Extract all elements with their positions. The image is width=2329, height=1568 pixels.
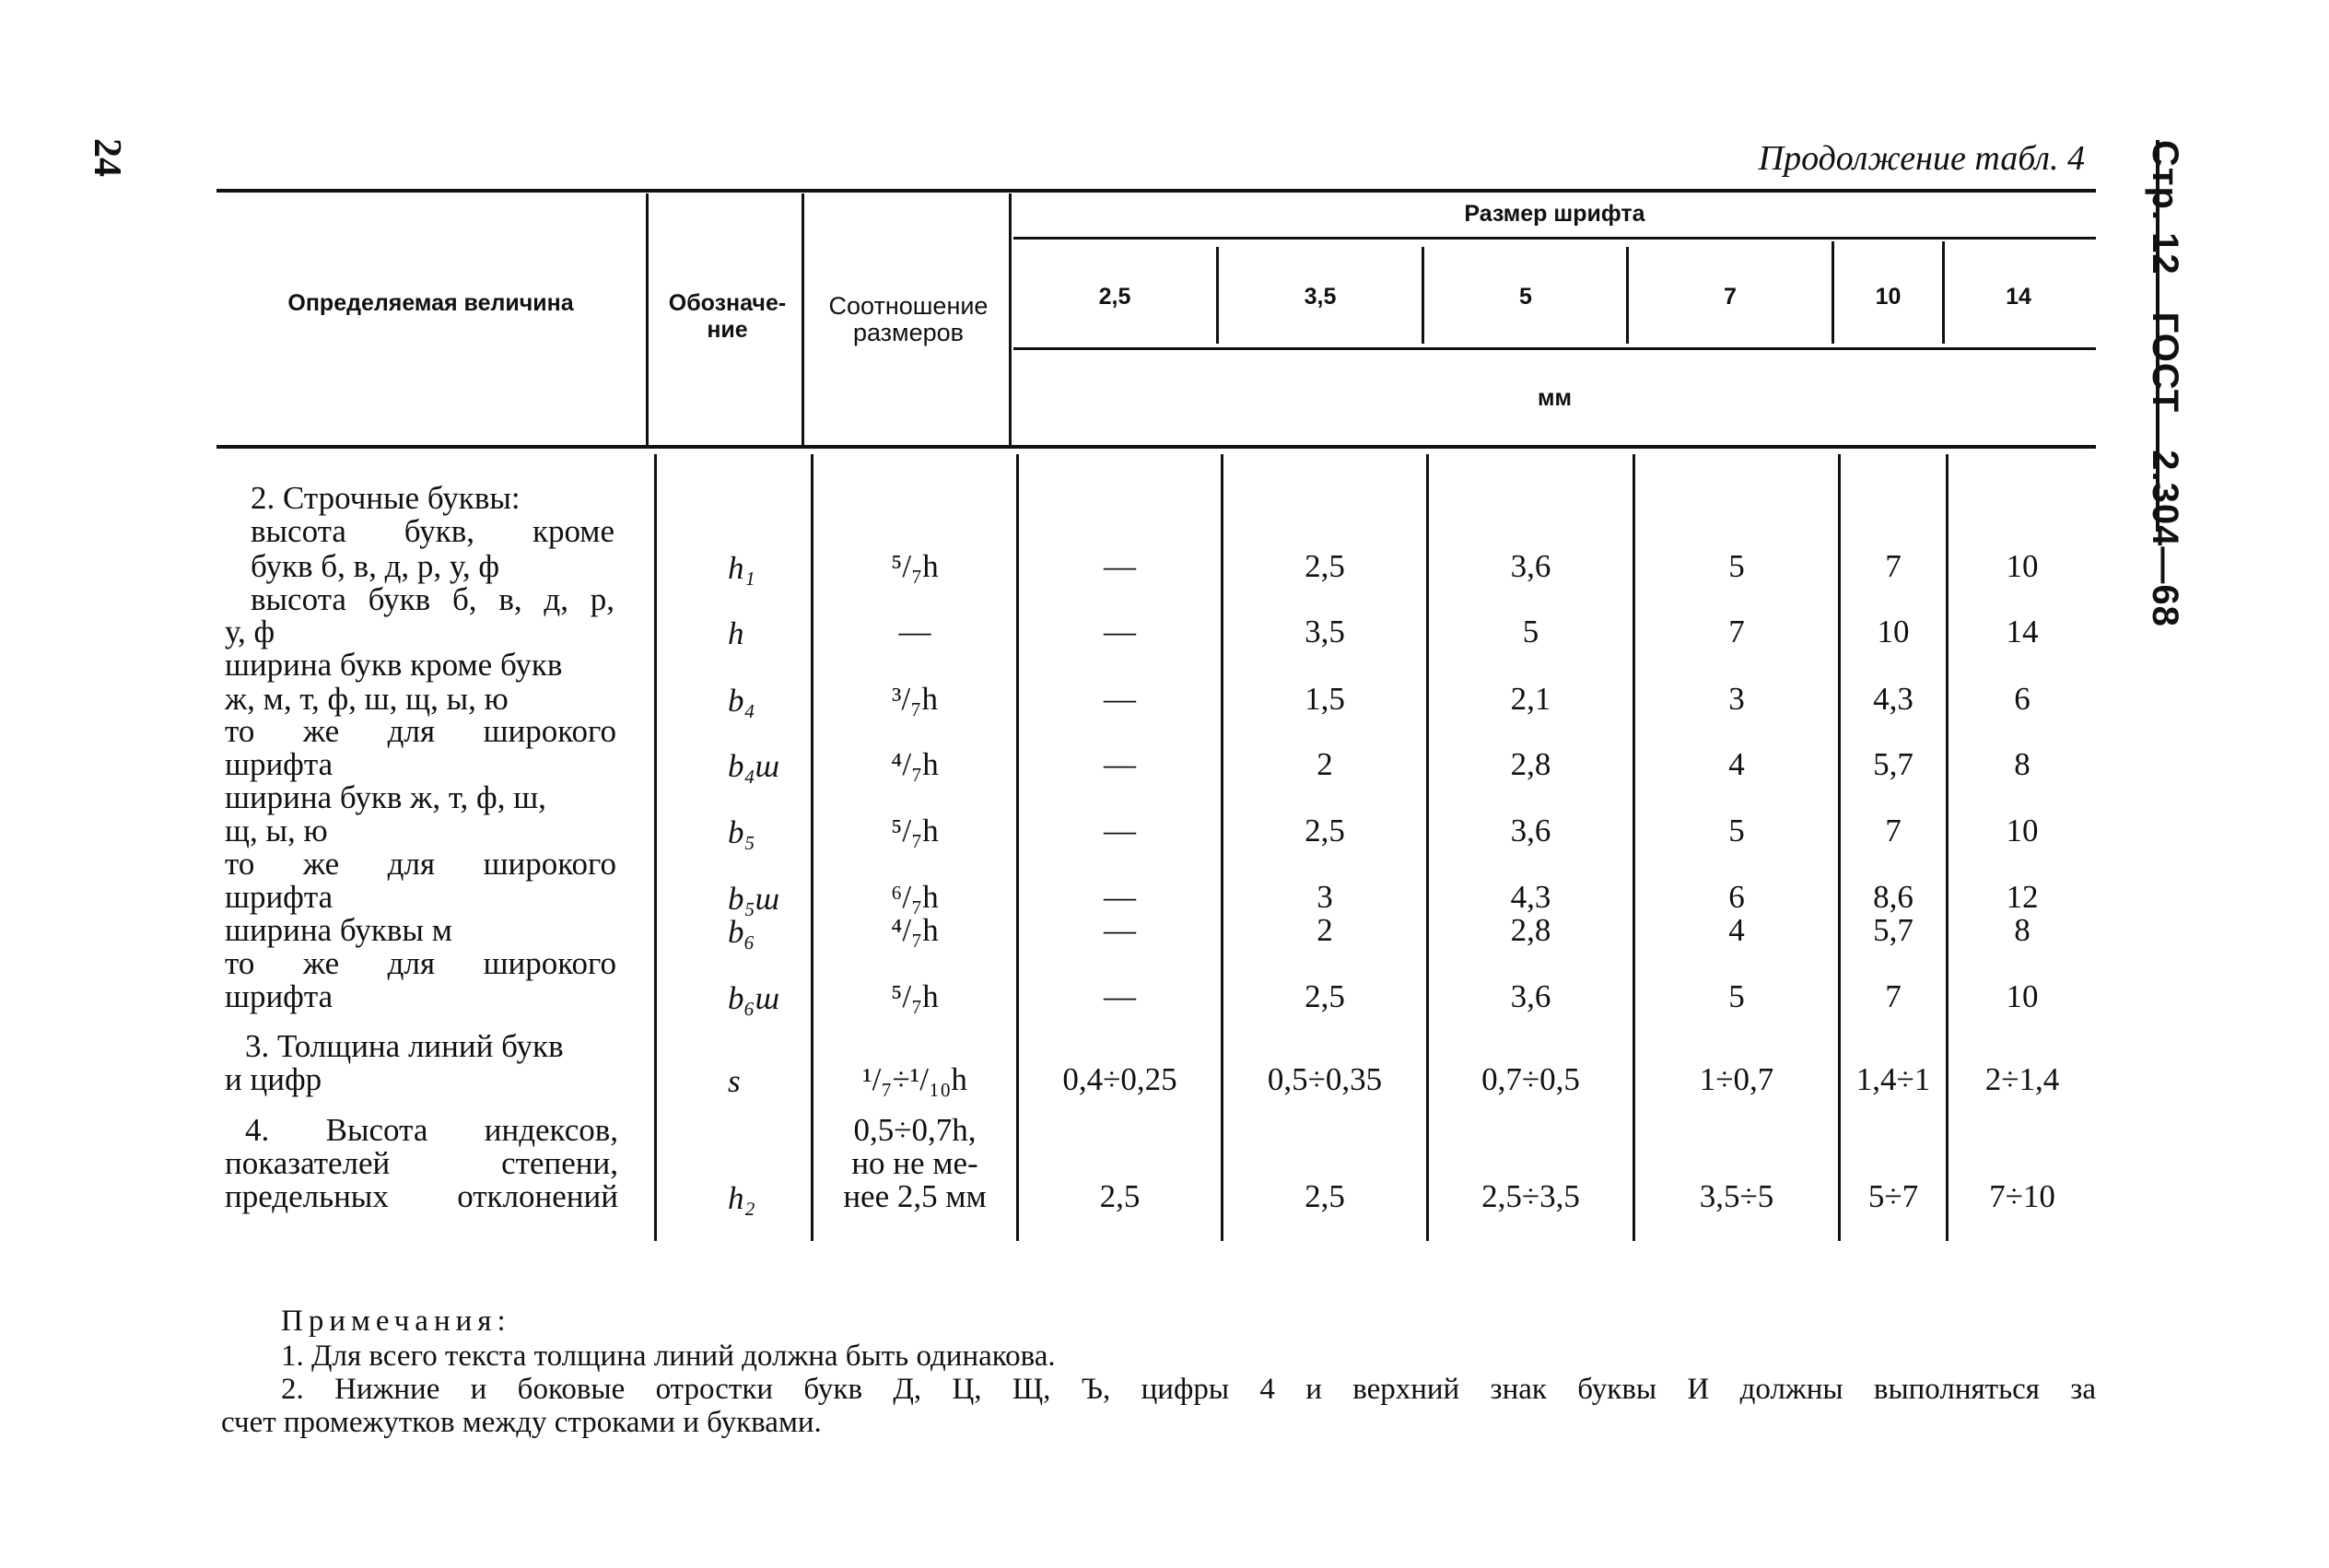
header-size: 3,5 — [1304, 284, 1337, 310]
ratio: нее 2,5 мм — [843, 1178, 987, 1214]
symbol: s — [728, 1063, 741, 1099]
symbol: b₄ — [728, 683, 755, 719]
value-cell: — — [1104, 746, 1136, 782]
value-cell: 2,5 — [1305, 1178, 1345, 1214]
quantity-label: высота букв, кроме — [251, 513, 614, 549]
side-header-standard: ГОСТ — [2145, 311, 2185, 414]
header-size: 14 — [2006, 284, 2031, 310]
header-size: 5 — [1519, 284, 1532, 310]
symbol: b₆ш — [728, 980, 780, 1016]
value-cell: — — [1104, 813, 1136, 848]
value-cell: 2,5÷3,5 — [1481, 1178, 1580, 1214]
value-cell: 7 — [1728, 614, 1745, 649]
value-cell: 1,4÷1 — [1855, 1061, 1931, 1097]
font-size-rule — [1013, 237, 2096, 240]
header-size: 2,5 — [1098, 284, 1131, 310]
quantity-label: букв б, в, д, р, у, ф — [251, 548, 500, 584]
header-size: 7 — [1724, 284, 1737, 310]
value-cell: 2,5 — [1305, 548, 1345, 584]
ratio: ⁴/₇h — [891, 912, 939, 948]
symbol: h₂ — [728, 1180, 755, 1216]
value-cell: 6 — [2014, 681, 2031, 717]
symbol: b₅ — [728, 814, 755, 850]
sizes-rule — [1013, 347, 2096, 350]
notes-title: Примечания: — [281, 1305, 511, 1338]
quantity-label: показателей степени, — [225, 1145, 618, 1181]
value-cell: 5÷7 — [1867, 1178, 1919, 1214]
header-bottom-rule — [217, 445, 2096, 449]
ratio: ⁶/₇h — [891, 879, 939, 915]
value-cell: — — [1104, 548, 1136, 584]
quantity-label: ширина букв ж, т, ф, ш, — [225, 779, 546, 815]
value-cell: 5 — [1728, 813, 1745, 848]
value-cell: 8 — [2014, 746, 2031, 782]
quantity-label: 3. Толщина линий букв — [245, 1028, 564, 1064]
ratio: ⁵/₇h — [891, 813, 939, 848]
header-ratio — [811, 293, 1006, 346]
quantity-label: высота букв б, в, д, р, — [251, 581, 614, 617]
value-cell: — — [1104, 912, 1136, 948]
header-designation-text: Обозначе- ние — [668, 290, 787, 343]
ratio: но не ме- — [851, 1145, 978, 1181]
note-item: 1. Для всего текста толщина линий должна быть одинакова. — [281, 1340, 1056, 1373]
ratio: — — [898, 614, 931, 649]
quantity-label: ширина буквы м — [225, 912, 452, 948]
ratio: ⁵/₇h — [891, 548, 939, 584]
body-col-divider — [654, 454, 657, 1241]
value-cell: 4 — [1728, 912, 1745, 948]
value-cell: — — [1104, 614, 1136, 649]
value-cell: 2 — [1317, 746, 1333, 782]
value-cell: 1,5 — [1305, 681, 1345, 717]
quantity-label: шрифта — [225, 746, 334, 782]
header-font-size: Размер шрифта — [1464, 201, 1645, 227]
value-cell: 10 — [2006, 978, 2039, 1014]
value-cell: 5 — [1522, 614, 1539, 649]
page-number: 24 — [86, 138, 128, 177]
value-cell: 2,8 — [1510, 912, 1551, 948]
value-cell: 7 — [1885, 548, 1902, 584]
header-quantity: Определяемая величина — [287, 290, 574, 316]
quantity-label: то же для широкого — [225, 713, 616, 749]
value-cell: 10 — [2006, 548, 2039, 584]
value-cell: 0,7÷0,5 — [1481, 1061, 1580, 1097]
symbol: h — [728, 615, 744, 651]
value-cell: 5,7 — [1873, 912, 1914, 948]
quantity-label: у, ф — [225, 614, 275, 649]
value-cell: 3 — [1728, 681, 1745, 717]
value-cell: — — [1104, 681, 1136, 717]
quantity-label: щ, ы, ю — [225, 813, 328, 848]
value-cell: 5 — [1728, 548, 1745, 584]
quantity-label: ширина букв кроме букв — [225, 647, 563, 683]
value-cell: 8 — [2014, 912, 2031, 948]
symbol: b₆ — [728, 914, 755, 950]
quantity-label: 4. Высота индексов, — [245, 1112, 618, 1148]
quantity-label: ж, м, т, ф, ш, щ, ы, ю — [225, 681, 509, 717]
value-cell: 10 — [1877, 614, 1910, 649]
quantity-label: то же для широкого — [225, 846, 616, 882]
value-cell: 4,3 — [1510, 879, 1551, 915]
symbol: b₅ш — [728, 881, 780, 917]
header-ratio-text: Соотношение размеров — [828, 292, 989, 346]
symbol: b₄ш — [728, 748, 780, 784]
value-cell: 2,1 — [1510, 681, 1551, 717]
value-cell: 2,8 — [1510, 746, 1551, 782]
value-cell: 2 — [1317, 912, 1333, 948]
value-cell: 5 — [1728, 978, 1745, 1014]
value-cell: 3,6 — [1510, 548, 1551, 584]
symbol: h₁ — [728, 550, 755, 586]
ratio: ¹/₇÷¹/₁₀h — [862, 1061, 967, 1097]
quantity-label: то же для широкого — [225, 945, 616, 981]
side-header-page: Стр. 12 — [2145, 140, 2185, 275]
header-designation — [656, 290, 799, 344]
value-cell: 14 — [2006, 614, 2039, 649]
ratio: ³/₇h — [892, 681, 938, 717]
header-col-divider — [1009, 193, 1012, 445]
value-cell: 3,5 — [1305, 614, 1345, 649]
value-cell: 4,3 — [1873, 681, 1914, 717]
value-cell: 7÷10 — [1989, 1178, 2055, 1214]
value-cell: 0,5÷0,35 — [1267, 1061, 1383, 1097]
note-item: 2. Нижние и боковые отростки букв Д, Ц, Щ, Ъ, цифры 4 и верхний знак буквы И должны выполняться за — [281, 1373, 2096, 1406]
section-title: 2. Строчные буквы: — [251, 480, 521, 516]
quantity-label: шрифта — [225, 978, 334, 1014]
value-cell: 8,6 — [1873, 879, 1914, 915]
value-cell: 3 — [1317, 879, 1333, 915]
ratio: 0,5÷0,7h, — [853, 1112, 977, 1148]
value-cell: 3,6 — [1510, 813, 1551, 848]
continuation-caption: Продолжение табл. 4 — [1758, 139, 2085, 178]
value-cell: 3,6 — [1510, 978, 1551, 1014]
value-cell: 2÷1,4 — [1984, 1061, 2060, 1097]
value-cell: 1÷0,7 — [1699, 1061, 1774, 1097]
value-cell: 2,5 — [1305, 978, 1345, 1014]
note-item: счет промежутков между строками и буквами. — [221, 1406, 822, 1439]
quantity-label: и цифр — [225, 1061, 322, 1097]
side-header-code: 2.304—68 — [2145, 450, 2185, 627]
value-cell: 7 — [1885, 813, 1902, 848]
side-header — [2130, 140, 2185, 627]
table-top-rule — [217, 189, 2096, 193]
value-cell: 3,5÷5 — [1699, 1178, 1774, 1214]
quantity-label: шрифта — [225, 879, 334, 915]
value-cell: 2,5 — [1305, 813, 1345, 848]
header-size: 10 — [1875, 284, 1902, 310]
header-col-divider — [802, 193, 804, 445]
header-unit: мм — [1538, 385, 1572, 411]
value-cell: 4 — [1728, 746, 1745, 782]
value-cell: 12 — [2006, 879, 2039, 915]
value-cell: 5,7 — [1873, 746, 1914, 782]
quantity-label: предельных отклонений — [225, 1178, 618, 1214]
value-cell: 7 — [1885, 978, 1902, 1014]
ratio: ⁴/₇h — [891, 746, 939, 782]
ratio: ⁵/₇h — [891, 978, 939, 1014]
value-cell: — — [1104, 879, 1136, 915]
value-cell: 2,5 — [1099, 1178, 1141, 1214]
value-cell: 0,4÷0,25 — [1062, 1061, 1177, 1097]
value-cell: — — [1104, 978, 1136, 1014]
header-col-divider — [646, 193, 649, 445]
value-cell: 6 — [1728, 879, 1745, 915]
value-cell: 10 — [2006, 813, 2039, 848]
